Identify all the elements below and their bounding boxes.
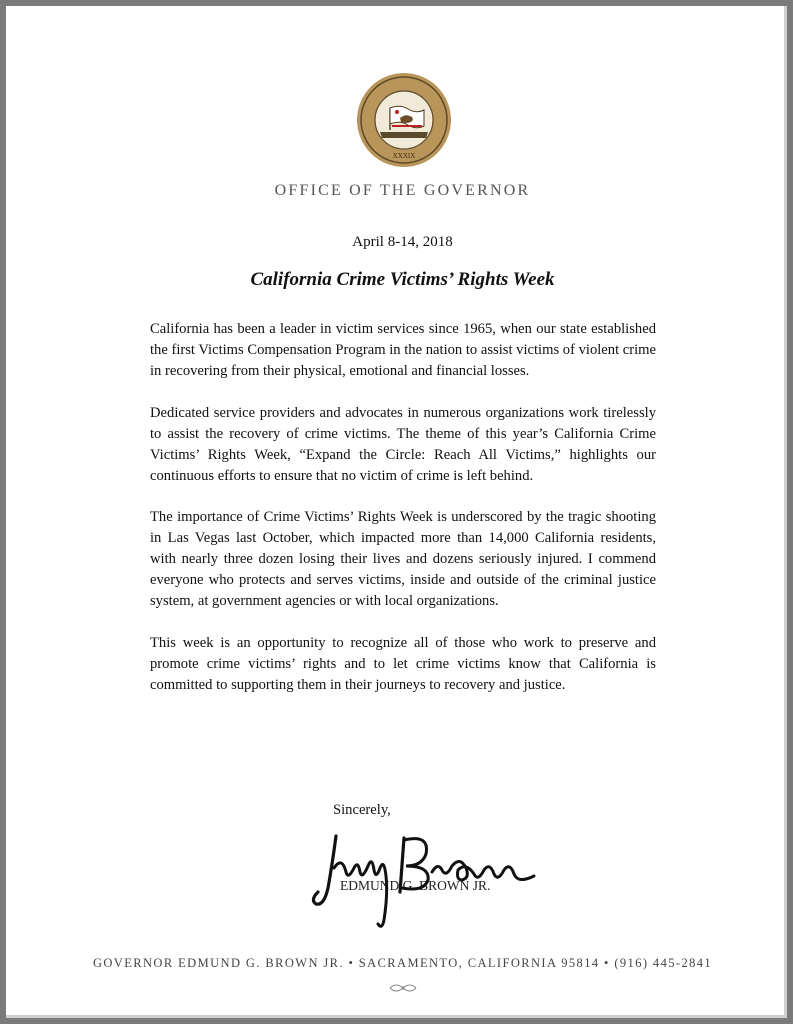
footer-address: GOVERNOR EDMUND G. BROWN JR. • SACRAMENTO, CALIFORNIA 95814 • (916) 445-2841 (92, 956, 713, 970)
ornament-icon (388, 982, 418, 994)
svg-text:XXXIX: XXXIX (392, 152, 416, 160)
body-paragraph: California has been a leader in victim services since 1965, when our state established the first Victims Compensation Program in the nation to assist victims of violent crime in recovering from their physical, emotional and financial losses. (150, 321, 656, 379)
document-date: April 8-14, 2018 (352, 234, 453, 250)
handwritten-signature (306, 826, 546, 936)
letter-body (150, 319, 656, 716)
closing-salutation: Sincerely, (333, 802, 391, 818)
governor-seal-icon (356, 72, 452, 168)
body-paragraph: This week is an opportunity to recognize all of those who work to preserve and promote crime victims’ rights and to let crime victims know that California is committed to supporting them in their journeys to recovery and justice. (150, 634, 656, 693)
office-title: OFFICE OF THE GOVERNOR (274, 182, 531, 199)
signer-name: EDMUND G. BROWN JR. (340, 878, 491, 893)
body-paragraph: Dedicated service providers and advocates in numerous organizations work tirelessly to assist the recovery of crime victims. The theme of this year’s California Crime Victims’ Rights Week, “Expand the Circle: Reach All Victims,” highlights our continuous efforts to ensure that no victim of crime is left behind. (150, 404, 656, 484)
body-paragraph: The importance of Crime Victims’ Rights Week is underscored by the tragic shooting in Las Vegas last October, which impacted more than 14,000 California residents, with nearly three dozen losing their lives and dozens seriously injured. I commend everyone who protects and serves victims, inside and outside of the criminal justice system, at government agencies or with local organizations. (150, 509, 656, 609)
document-title: California Crime Victims’ Rights Week (250, 269, 555, 290)
